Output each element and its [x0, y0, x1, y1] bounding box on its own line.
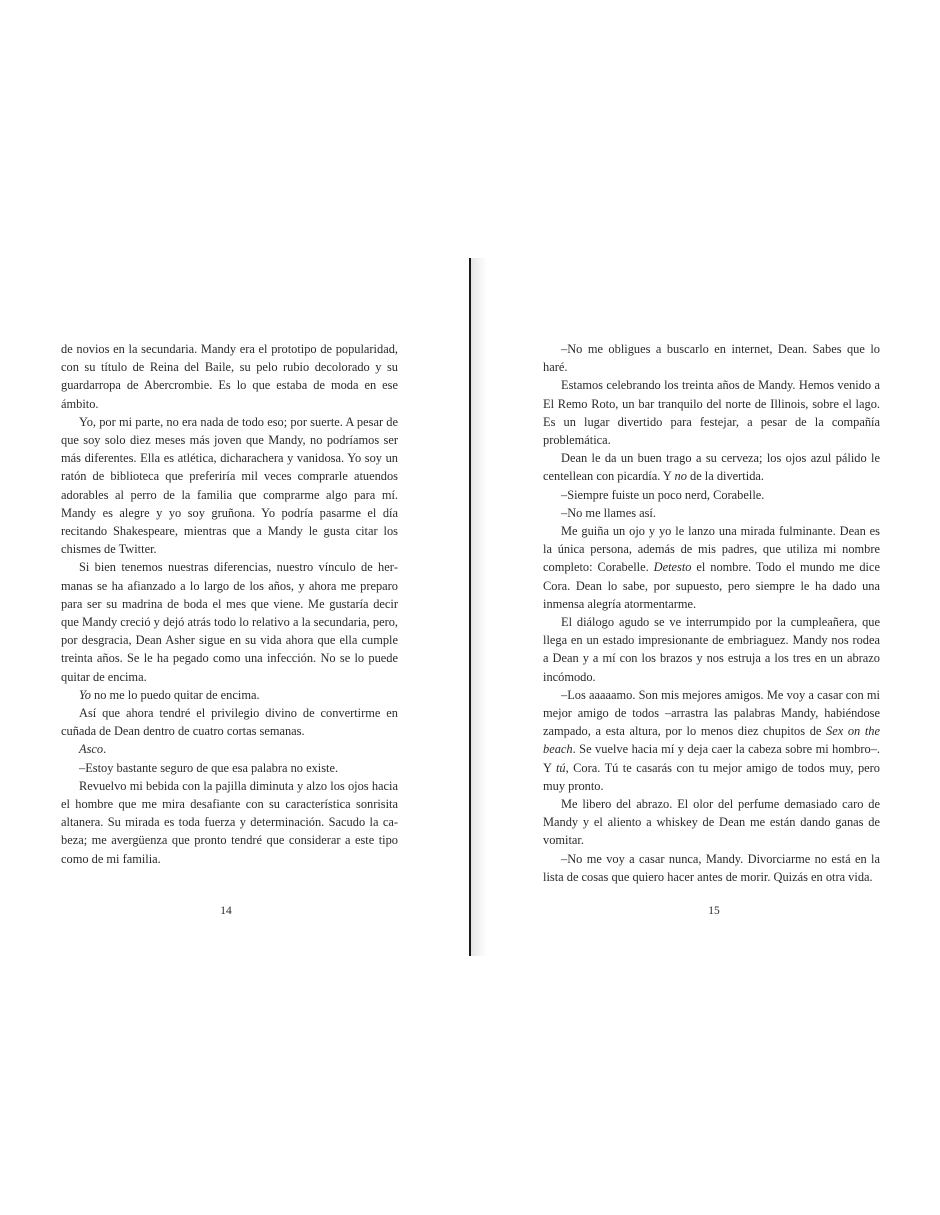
paragraph: –No me llames así.: [561, 505, 656, 520]
paragraph: Yo, por mi parte, no era nada de todo eso; por suerte. A pesar de que soy solo diez meses más joven que Mandy, no podríamos ser más diferentes. Ella es atlética, dicharachera y vanidosa. Yo soy un ratón de biblioteca que preferiría mil veces comprarle atuendos adorables al perro de la familia que comprarme algo para mí. Mandy es alegre y yo soy gruñona. Yo podría pasarme el día recitando Shakespeare, mientras que a Mandy le gusta citar los chismes de Twitter.: [61, 414, 398, 557]
paragraph: Revuelvo mi bebida con la pajilla diminuta y alzo los ojos hacia el hombre que me mira desafiante con su característica sonrisita altanera. Su mirada es toda fuerza y determinación. Sacudo la cabeza; me avergüenza que pronto tendré que considerar a este tipo como de mi familia.: [61, 778, 398, 866]
paragraph: Asco.: [79, 742, 107, 757]
paragraph: Me guiña un ojo y yo le lanzo una mirada fulminante. Dean es la única persona, además de mis padres, que utiliza mi nombre completo: Corabelle. Detesto el nombre. Todo el mundo me dice Cora. Dean lo sabe, por supuesto, pero siempre le ha dado una inmensa alegría atormentarme.: [543, 524, 880, 611]
paragraph: Si bien tenemos nuestras diferencias, nuestro vínculo de hermanas se ha afianzado a lo largo de los años, y ahora me preparo para ser su madrina de boda el mes que viene. Me gustaría decir que Mandy creció y dejó atrás todo lo relativo a la secundaria, pero, por desgracia, Dean Asher sigue en su vida ahora que ella cumple treinta años. Se le ha pegado como una infección. No se lo puede quitar de encima.: [61, 560, 398, 684]
left-page-text: [61, 340, 398, 868]
paragraph: –Siempre fuiste un poco nerd, Corabelle.: [561, 487, 765, 502]
page-number-right: 15: [708, 905, 720, 917]
paragraph: –No me obligues a buscarlo en internet, Dean. Sabes que lo haré.: [543, 342, 880, 375]
paragraph: Yo no me lo puedo quitar de encima.: [79, 687, 260, 702]
page-number-left: 14: [220, 905, 232, 917]
paragraph: –Los aaaaamo. Son mis mejores amigos. Me voy a casar con mi mejor amigo de todos –arrastra las palabras Mandy, habiéndose zampado, a esta altura, por lo menos diez chupitos de Sex on the beach. Se vuelve hacia mí y deja caer la cabeza sobre mi hombro–. Y tú, Cora. Tú te casarás con tu mejor amigo de todos muy, pero muy pronto.: [543, 687, 880, 793]
paragraph: Así que ahora tendré el privilegio divino de convertirme en cuñada de Dean dentro de cuatro cortas semanas.: [61, 706, 398, 739]
book-gutter-shadow: [471, 258, 487, 956]
paragraph: Estamos celebrando los treinta años de Mandy. Hemos venido a El Remo Roto, un bar tranquilo del norte de Illinois, sobre el lago. Es un lugar divertido para festejar, a pesar de la compañía problemática.: [543, 378, 880, 448]
paragraph: El diálogo agudo se ve interrumpido por la cumpleañera, que llega en un estado impresionante de embriaguez. Mandy nos rodea a Dean y a mí con los brazos y nos estruja a los tres en un abrazo incómodo.: [543, 615, 880, 684]
paragraph: –No me voy a casar nunca, Mandy. Divorciarme no está en la lista de cosas que quiero hacer antes de morir. Quizás en otra vida.: [543, 851, 880, 884]
paragraph: de novios en la secundaria. Mandy era el prototipo de popularidad, con su título de Reina del Baile, su pelo rubio decolorado y su guardarropa de Abercrombie. Es lo que estaba de moda en ese ámbito.: [61, 342, 398, 411]
paragraph: –Estoy bastante seguro de que esa palabra no existe.: [79, 760, 339, 775]
right-page-text: [543, 340, 880, 886]
paragraph: Me libero del abrazo. El olor del perfume demasiado caro de Mandy y el aliento a whiskey de Dean me están dando ganas de vomitar.: [543, 797, 880, 848]
paragraph: Dean le da un buen trago a su cerveza; los ojos azul pálido le centellean con picardía. Y no de la divertida.: [543, 451, 880, 484]
